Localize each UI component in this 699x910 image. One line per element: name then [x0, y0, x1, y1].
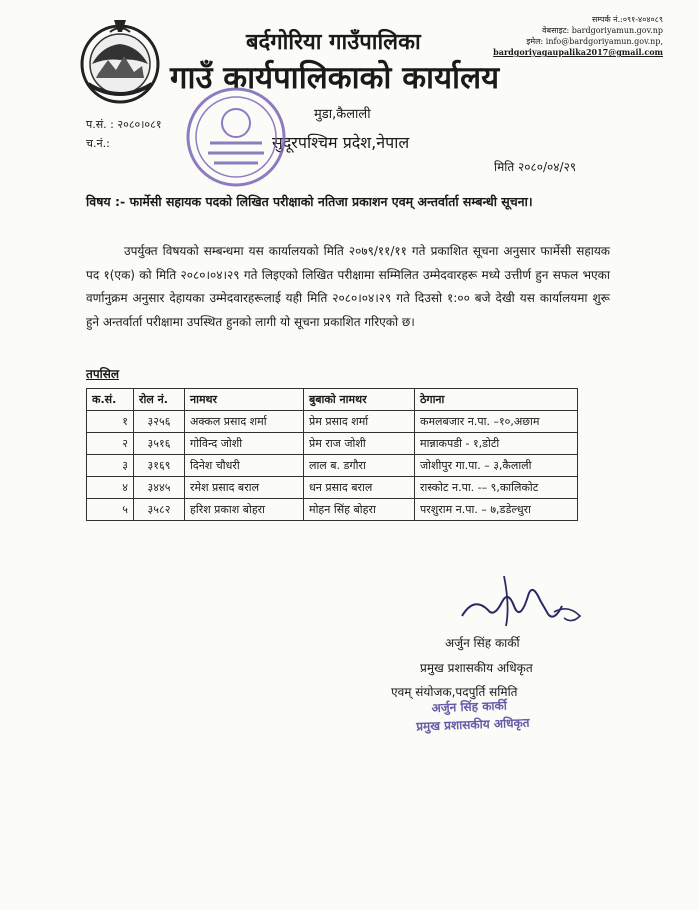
table-header-row: [87, 389, 578, 411]
reference-number: प.सं. : २०८०।०८१: [86, 118, 162, 131]
signatory-designation: प्रमुख प्रशासकीय अधिकृत: [420, 661, 533, 675]
officer-name-stamp: [413, 694, 571, 745]
address-line-2: सुदूरपश्चिम प्रदेश,नेपाल: [272, 133, 410, 152]
header-father-name: बुबाको नामथर: [304, 389, 415, 411]
header-serial: क.सं.: [87, 389, 134, 411]
table-row: [87, 411, 578, 433]
stamp-designation: प्रमुख प्रशासकीय अधिकृत: [415, 715, 530, 734]
cell-address: रास्कोट न.पा. -– ९,कालिकोट: [415, 477, 578, 499]
cell-name: दिनेश चौधरी: [185, 455, 304, 477]
table-row: [87, 499, 578, 521]
office-round-stamp: [184, 85, 288, 189]
notice-body: उपर्युक्त विषयको सम्बन्धमा यस कार्यालयको मिति २०७९/११/११ गते प्रकाशित सूचना अनुसार फार्मेसी सहायक पद १(एक) को मिति २०८०।०४।२९ गते लिइएको लिखित परीक्षामा सम्मिलित उम्मेदवारहरू मध्ये उत्तीर्ण हुन सफल भएका वर्णानुक्रम अनुसार देहायका उम्मेदवारहरूलाई यही मिति २०८०।०४।२९ गते दिउसो १:०० बजे देखी यस कार्यालयमा शुरू हुने अन्तर्वार्ता परीक्षामा उपस्थित हुनको लागी यो सूचना प्रकाशित गरिएको छ।: [86, 244, 610, 329]
cell-father-name: लाल ब. डगौरा: [304, 455, 415, 477]
table-row: [87, 433, 578, 455]
cell-serial: ३: [87, 455, 134, 477]
header-roll: रोल नं.: [134, 389, 185, 411]
cell-roll: ३४४५: [134, 477, 185, 499]
table-row: [87, 477, 578, 499]
letter-date: मिति २०८०/०४/२९: [494, 160, 577, 174]
cell-father-name: मोहन सिंह बोहरा: [304, 499, 415, 521]
cell-father-name: धन प्रसाद बराल: [304, 477, 415, 499]
cell-address: कमलबजार न.पा. –१०,अछाम: [415, 411, 578, 433]
candidate-table: [86, 388, 578, 521]
cell-roll: ३२५६: [134, 411, 185, 433]
handwritten-signature: [444, 566, 594, 636]
header-name: नामथर: [185, 389, 304, 411]
municipality-title: बर्दगोरिया गाउँपालिका: [246, 30, 421, 55]
cell-name: अक्कल प्रसाद शर्मा: [185, 411, 304, 433]
contact-email-secondary: bardgoriyagaupalika2017@gmail.com: [493, 47, 663, 57]
subject-line: विषय :- फार्मेसी सहायक पदको लिखित परीक्षाको नतिजा प्रकाशन एवम् अन्तर्वार्ता सम्बन्धी सूचना।: [86, 194, 533, 209]
cell-roll: ३५८२: [134, 499, 185, 521]
cell-name: रमेश प्रसाद बराल: [185, 477, 304, 499]
signatory-committee-role: एवम् संयोजक,पदपुर्ति समिति: [391, 685, 518, 699]
nepal-emblem-logo: [74, 14, 166, 106]
address-line-1: मुडा,कैलाली: [314, 107, 371, 122]
cell-roll: ३१६९: [134, 455, 185, 477]
contact-phone: सम्पर्क नं.:०९१-४०४०८९: [591, 15, 663, 24]
contact-email: इमेल: info@bardgoriyamun.gov.np,: [526, 37, 663, 46]
table-row: [87, 455, 578, 477]
contact-website: वेबसाइट: bardgoriyamun.gov.np: [542, 26, 663, 35]
header-address: ठेगाना: [415, 389, 578, 411]
office-title: गाउँ कार्यपालिकाको कार्यालय: [170, 60, 500, 96]
cell-address: मान्नाकपडी - १,डोटी: [415, 433, 578, 455]
cell-serial: २: [87, 433, 134, 455]
annex-heading: तपसिल: [86, 367, 120, 381]
dispatch-number: च.नं.:: [86, 137, 110, 150]
cell-serial: ४: [87, 477, 134, 499]
contact-block: [493, 14, 663, 58]
cell-father-name: प्रेम राज जोशी: [304, 433, 415, 455]
cell-serial: १: [87, 411, 134, 433]
cell-address: जोशीपुर गा.पा. – ३,कैलाली: [415, 455, 578, 477]
signatory-name: अर्जुन सिंह कार्की: [445, 636, 520, 650]
cell-name: गोविन्द जोशी: [185, 433, 304, 455]
stamp-name: अर्जुन सिंह कार्की: [431, 698, 508, 716]
cell-address: परशुराम न.पा. – ७,डडेल्धुरा: [415, 499, 578, 521]
cell-serial: ५: [87, 499, 134, 521]
cell-roll: ३५१६: [134, 433, 185, 455]
cell-name: हरिश प्रकाश बोहरा: [185, 499, 304, 521]
cell-father-name: प्रेम प्रसाद शर्मा: [304, 411, 415, 433]
